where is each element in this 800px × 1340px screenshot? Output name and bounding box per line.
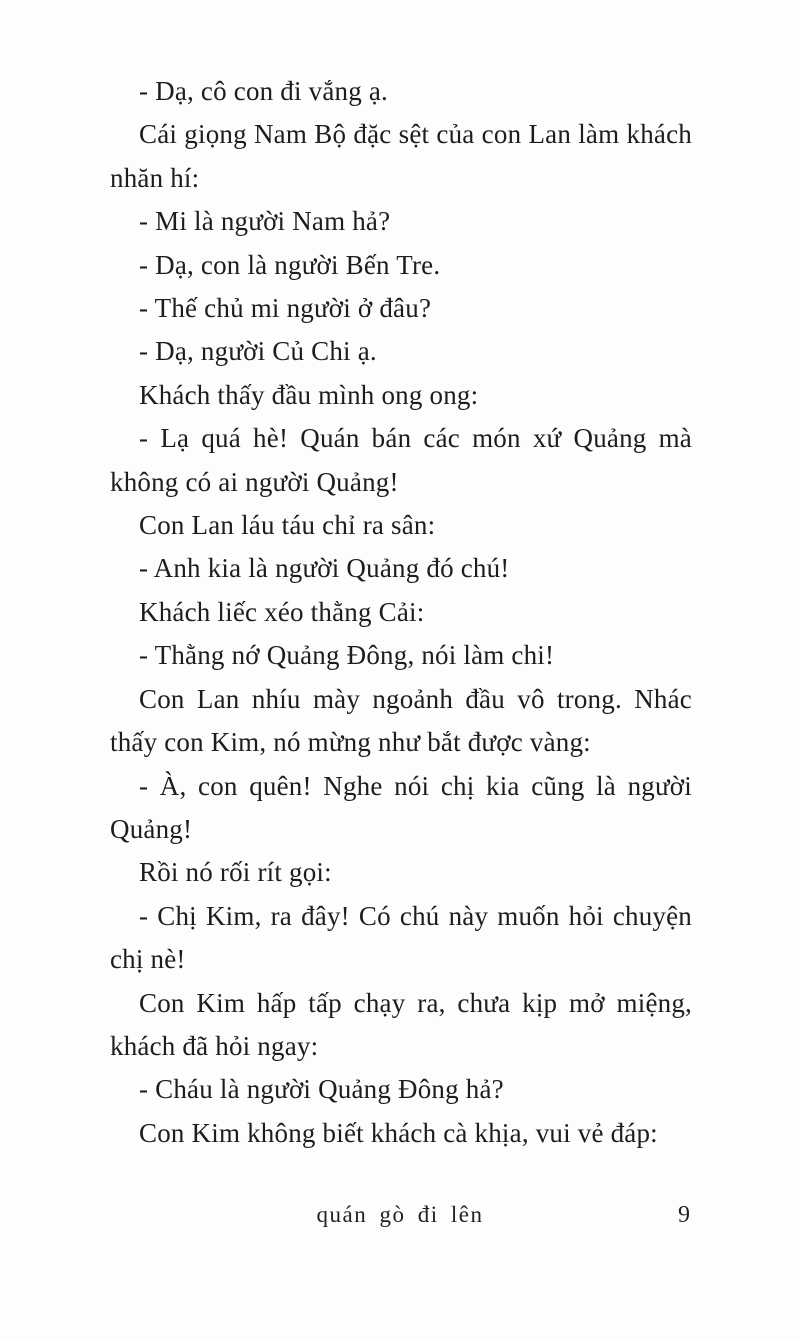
text-line: Con Lan láu táu chỉ ra sân: [139,510,436,541]
text-line: Khách thấy đầu mình ong ong: [139,379,479,410]
text-line: - Dạ, con là người Bến Tre. [139,249,441,280]
text-line: Con Kim không biết khách cà khịa, vui vẻ đáp: [139,1117,658,1148]
text-line: - Anh kia là người Quảng đó chú! [139,553,510,584]
text-line: khách đã hỏi ngay: [110,1030,319,1061]
text-line: thấy con Kim, nó mừng như bắt được vàng: [110,727,591,758]
text-line: Cái giọng Nam Bộ đặc sệt của con Lan làm khách [139,119,692,150]
text-line: - Thế chủ mi người ở đâu? [139,293,432,324]
text-line: - Dạ, cô con đi vắng ạ. [139,76,389,106]
page-footer [0,1202,800,1242]
running-title: quán gò đi lên [316,1202,484,1227]
text-line: Rồi nó rối rít gọi: [139,857,332,888]
text-line: Khách liếc xéo thằng Cải: [139,596,425,627]
text-line: Con Kim hấp tấp chạy ra, chưa kịp mở miệng, [139,987,692,1018]
text-line: - Dạ, người Củ Chi ạ. [139,336,377,367]
text-line: - Mi là người Nam hả? [139,206,391,237]
text-line: Quảng! [110,813,193,844]
text-line: Con Lan nhíu mày ngoảnh đầu vô trong. Nhác [139,683,692,714]
text-line: nhăn hí: [110,162,200,193]
text-block [110,70,692,1155]
text-line: chị nè! [110,944,186,975]
text-line: - À, con quên! Nghe nói chị kia cũng là người [139,770,692,801]
text-line: không có ai người Quảng! [110,466,399,497]
text-line: - Lạ quá hè! Quán bán các món xứ Quảng mà [139,423,692,454]
text-line: - Chị Kim, ra đây! Có chú này muốn hỏi chuyện [139,900,692,931]
page-number: 9 [678,1202,690,1228]
text-line: - Cháu là người Quảng Đông hả? [139,1074,504,1105]
text-line: - Thằng nớ Quảng Đông, nói làm chi! [139,640,555,671]
